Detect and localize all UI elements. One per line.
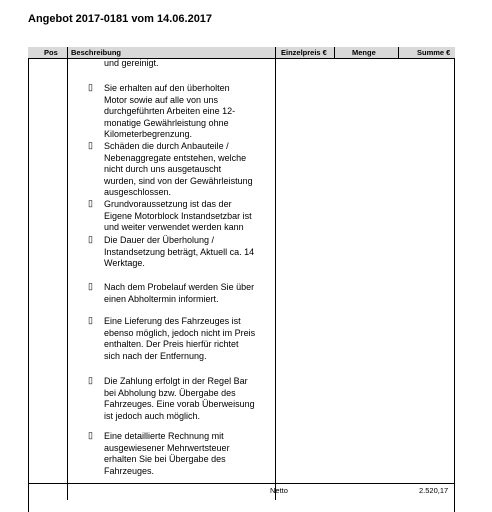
bullet-icon: ▯ bbox=[88, 281, 93, 291]
list-item-line: Die Dauer der Überholung / bbox=[104, 235, 215, 245]
header-summe: Summe € bbox=[417, 48, 451, 57]
list-item bbox=[104, 235, 274, 270]
bullet-icon: ▯ bbox=[88, 315, 93, 325]
list-item-line: enthalten. Der Preis hierfür richtet bbox=[104, 339, 239, 350]
list-item-line: Grundvoraussetzung ist das der bbox=[104, 199, 232, 209]
list-item-line: erhalten Sie bei Übergabe des bbox=[104, 454, 226, 465]
list-item-line: Die Zahlung erfolgt in der Regel Bar bbox=[104, 376, 248, 386]
list-item-line: einen Abholtermin informiert. bbox=[104, 293, 219, 304]
bullet-icon: ▯ bbox=[88, 234, 93, 244]
header-pos: Pos bbox=[44, 48, 58, 57]
list-item-line: ausgeschlossen. bbox=[104, 187, 172, 198]
bullet-icon: ▯ bbox=[88, 430, 93, 440]
header-einzelpreis: Einzelpreis € bbox=[281, 48, 327, 57]
netto-label: Netto bbox=[270, 486, 288, 495]
list-item bbox=[104, 199, 274, 234]
list-item-line: ebenso möglich, jedoch nicht im Preis bbox=[104, 327, 256, 338]
header-menge: Menge bbox=[352, 48, 376, 57]
list-item-line: Instandsetzung beträgt, Aktuell ca. 14 bbox=[104, 246, 255, 257]
list-item-line: und weiter verwendet werden kann bbox=[104, 222, 244, 233]
list-item-line: durchgeführten Arbeiten eine 12- bbox=[104, 106, 236, 117]
list-item-line: Sie erhalten auf den überholten bbox=[104, 83, 230, 93]
list-item bbox=[104, 376, 274, 422]
list-item-line: Eigene Motorblock Instandsetzbar ist bbox=[104, 210, 252, 221]
list-item-line: Nebenaggregate entstehen, welche bbox=[104, 152, 247, 163]
list-item-line: ausgewiesener Mehrwertsteuer bbox=[104, 442, 230, 453]
column-divider bbox=[275, 47, 276, 500]
list-item-line: Nach dem Probelauf werden Sie über bbox=[104, 282, 255, 292]
bullet-icon: ▯ bbox=[88, 198, 93, 208]
netto-value: 2.520,17 bbox=[419, 486, 449, 495]
list-item bbox=[104, 282, 274, 305]
list-item bbox=[104, 316, 274, 362]
bullet-icon: ▯ bbox=[88, 140, 93, 150]
list-item-line: Werktage. bbox=[104, 258, 145, 269]
list-item-line: bei Abholung bzw. Übergabe des bbox=[104, 387, 236, 398]
bullet-icon: ▯ bbox=[88, 82, 93, 92]
column-divider bbox=[334, 47, 335, 59]
document-title: Angebot 2017-0181 vom 14.06.2017 bbox=[28, 13, 213, 25]
list-item-line: wurden, sind von der Gewährleistung bbox=[104, 175, 253, 186]
header-beschreibung: Beschreibung bbox=[71, 48, 122, 57]
list-item-line: Fahrzeuges. Eine vorab Überweisung bbox=[104, 399, 255, 410]
list-item-line: Eine Lieferung des Fahrzeuges ist bbox=[104, 316, 241, 326]
list-item-line: monatige Gewährleistung ohne bbox=[104, 117, 229, 128]
table-footer-divider bbox=[28, 483, 455, 484]
description-continuation: und gereinigt. bbox=[104, 58, 159, 68]
list-item-line: nicht durch uns ausgetauscht bbox=[104, 164, 222, 175]
column-divider bbox=[67, 47, 68, 500]
list-item-line: sich nach der Entfernung. bbox=[104, 350, 207, 361]
list-item bbox=[104, 431, 274, 477]
column-divider bbox=[398, 47, 399, 59]
list-item-line: Eine detaillierte Rechnung mit bbox=[104, 431, 224, 441]
list-item-line: ist jedoch auch möglich. bbox=[104, 410, 201, 421]
list-item bbox=[104, 83, 274, 141]
list-item-line: Motor sowie auf alle von uns bbox=[104, 94, 219, 105]
list-item bbox=[104, 141, 274, 199]
list-item-line: Fahrzeuges. bbox=[104, 465, 155, 476]
list-item-line: Kilometerbegrenzung. bbox=[104, 129, 193, 140]
list-item-line: Schäden die durch Anbauteile / bbox=[104, 141, 229, 151]
bullet-icon: ▯ bbox=[88, 375, 93, 385]
